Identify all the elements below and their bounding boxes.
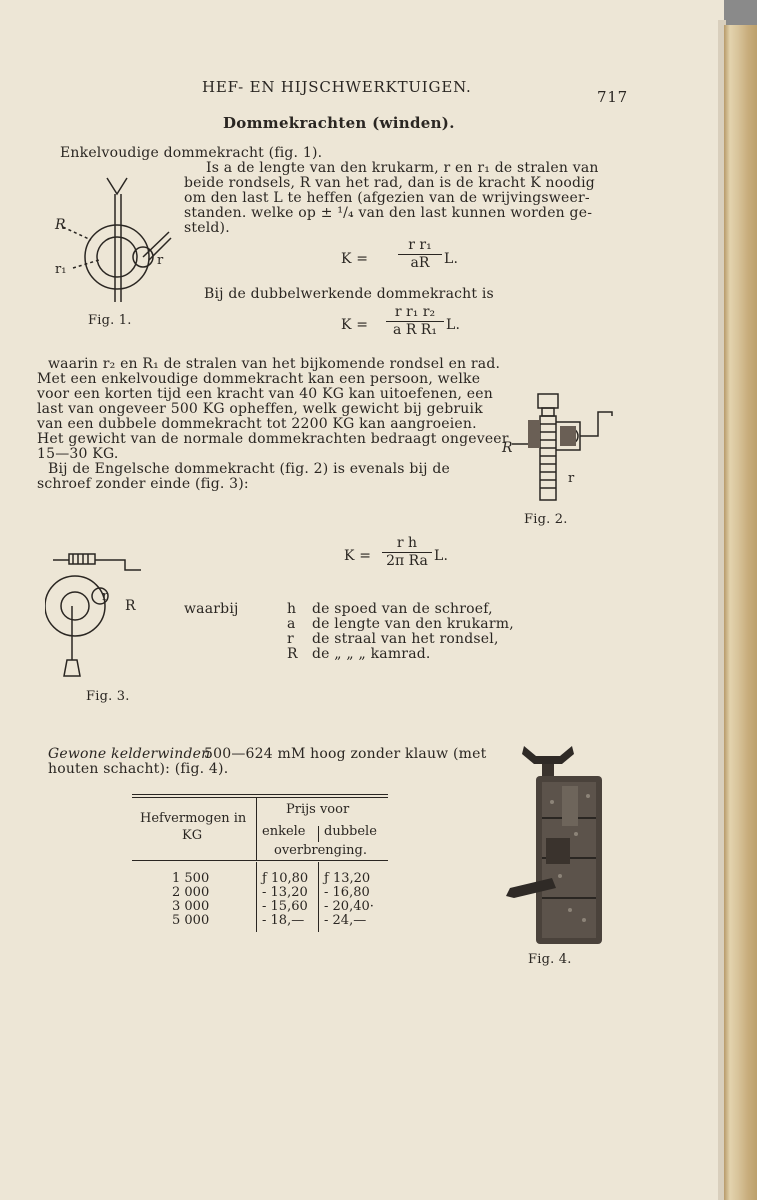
def-symbol: r — [287, 631, 294, 647]
def-symbol: a — [287, 616, 296, 632]
figure-1-drawing — [45, 172, 195, 307]
text-line: voor een korten tijd een kracht van 40 KG kan uitoefenen, een — [37, 386, 493, 402]
cell-double: - 24,— — [324, 913, 367, 928]
figure-4-winch-image — [500, 738, 610, 948]
fig2-label-R: R — [502, 440, 513, 456]
header-capacity-1: Hefvermogen in — [140, 811, 247, 826]
header-single: enkele — [262, 824, 306, 839]
numerator: r h — [382, 536, 432, 553]
text-line: steld). — [184, 220, 230, 236]
fig1-label-r1: r₁ — [55, 262, 67, 277]
fig1-label-R: R — [55, 217, 66, 233]
cellar-lead-italic: Gewone kelderwinden — [48, 746, 211, 762]
numerator: r r₁ — [398, 238, 442, 255]
book-fore-edge — [724, 25, 757, 1200]
header-price: Prijs voor — [286, 802, 350, 817]
cell-double: - 20,40· — [324, 899, 374, 914]
text-line: Bij de dubbelwerkende dommekracht is — [204, 286, 494, 302]
fig3-label-R: R — [125, 598, 136, 614]
where-label: waarbij — [184, 601, 239, 617]
header-double: dubbele — [324, 824, 377, 839]
intro-line: Enkelvoudige dommekracht (fig. 1). — [60, 145, 323, 161]
running-title: HEF- EN HIJSCHWERKTUIGEN. — [202, 78, 472, 96]
def-text: de straal van het rondsel, — [312, 631, 499, 647]
def-symbol: h — [287, 601, 297, 617]
fraction — [386, 305, 444, 338]
text-line: beide rondsels, R van het rad, dan is de kracht K noodig — [184, 175, 595, 191]
numerator: r r₁ r₂ — [386, 305, 444, 322]
text-line: Het gewicht van de normale dommekrachten bedraagt ongeveer — [37, 431, 509, 447]
fraction — [398, 238, 442, 271]
cell-capacity: 5 000 — [172, 913, 210, 928]
figure-1-caption: Fig. 1. — [88, 313, 132, 328]
cell-single: - 18,— — [262, 913, 305, 928]
figure-2-drawing — [500, 390, 620, 502]
text-line: Bij de Engelsche dommekracht (fig. 2) is evenals bij de — [48, 461, 451, 477]
cell-double: ƒ 13,20 — [324, 871, 371, 886]
denominator: aR — [410, 255, 430, 271]
text-line: om den last L te heffen (afgezien van de wrijvingsweer- — [184, 190, 590, 206]
formula-suffix: L. — [446, 317, 461, 333]
text-line: Met een enkelvoudige dommekracht kan een persoon, welke — [37, 371, 481, 387]
figure-2-caption: Fig. 2. — [524, 512, 568, 527]
def-text: de „ „ „ kamrad. — [312, 646, 431, 662]
cell-single: ƒ 10,80 — [262, 871, 309, 886]
figure-4-caption: Fig. 4. — [528, 952, 572, 967]
cell-capacity: 1 500 — [172, 871, 210, 886]
def-text: de spoed van de schroef, — [312, 601, 493, 617]
formula-lhs: K = — [344, 548, 372, 564]
fig1-label-r: r — [157, 253, 164, 268]
section-title: Dommekrachten (winden). — [223, 114, 455, 132]
def-text: de lengte van den krukarm, — [312, 616, 514, 632]
cell-single: - 13,20 — [262, 885, 308, 900]
text-line: standen. welke op ± ¹/₄ van den last kunnen worden ge- — [184, 205, 593, 221]
cellar-line2: houten schacht): (fig. 4). — [48, 761, 229, 777]
fraction — [382, 536, 432, 569]
fig2-label-r: r — [568, 471, 575, 486]
header-capacity-2: KG — [182, 828, 203, 843]
cell-double: - 16,80 — [324, 885, 370, 900]
header-span: overbrenging. — [274, 843, 367, 858]
denominator: 2π Ra — [386, 553, 428, 569]
denominator: a R R₁ — [393, 322, 437, 338]
text-line: Is a de lengte van den krukarm, r en r₁ de stralen van — [206, 160, 599, 176]
page-number: 717 — [597, 88, 629, 106]
text-line: schroef zonder einde (fig. 3): — [37, 476, 249, 492]
text-line: van een dubbele dommekracht tot 2200 KG kan aangroeien. — [37, 416, 477, 432]
def-symbol: R — [287, 646, 298, 662]
cellar-lead: 500—624 mM hoog zonder klauw (met — [204, 746, 487, 762]
cell-capacity: 3 000 — [172, 899, 210, 914]
cell-capacity: 2 000 — [172, 885, 210, 900]
formula-suffix: L. — [444, 251, 459, 267]
formula-suffix: L. — [434, 548, 449, 564]
text-line: waarin r₂ en R₁ de stralen van het bijkomende rondsel en rad. — [48, 356, 501, 372]
figure-3-drawing — [45, 548, 150, 683]
fig3-label-r: r — [102, 589, 109, 604]
formula-lhs: K = — [341, 251, 369, 267]
cell-single: - 15,60 — [262, 899, 308, 914]
text-line: 15—30 KG. — [37, 446, 119, 462]
formula-lhs: K = — [341, 317, 369, 333]
figure-3-caption: Fig. 3. — [86, 689, 130, 704]
text-line: last van ongeveer 500 KG opheffen, welk gewicht bij gebruik — [37, 401, 483, 417]
